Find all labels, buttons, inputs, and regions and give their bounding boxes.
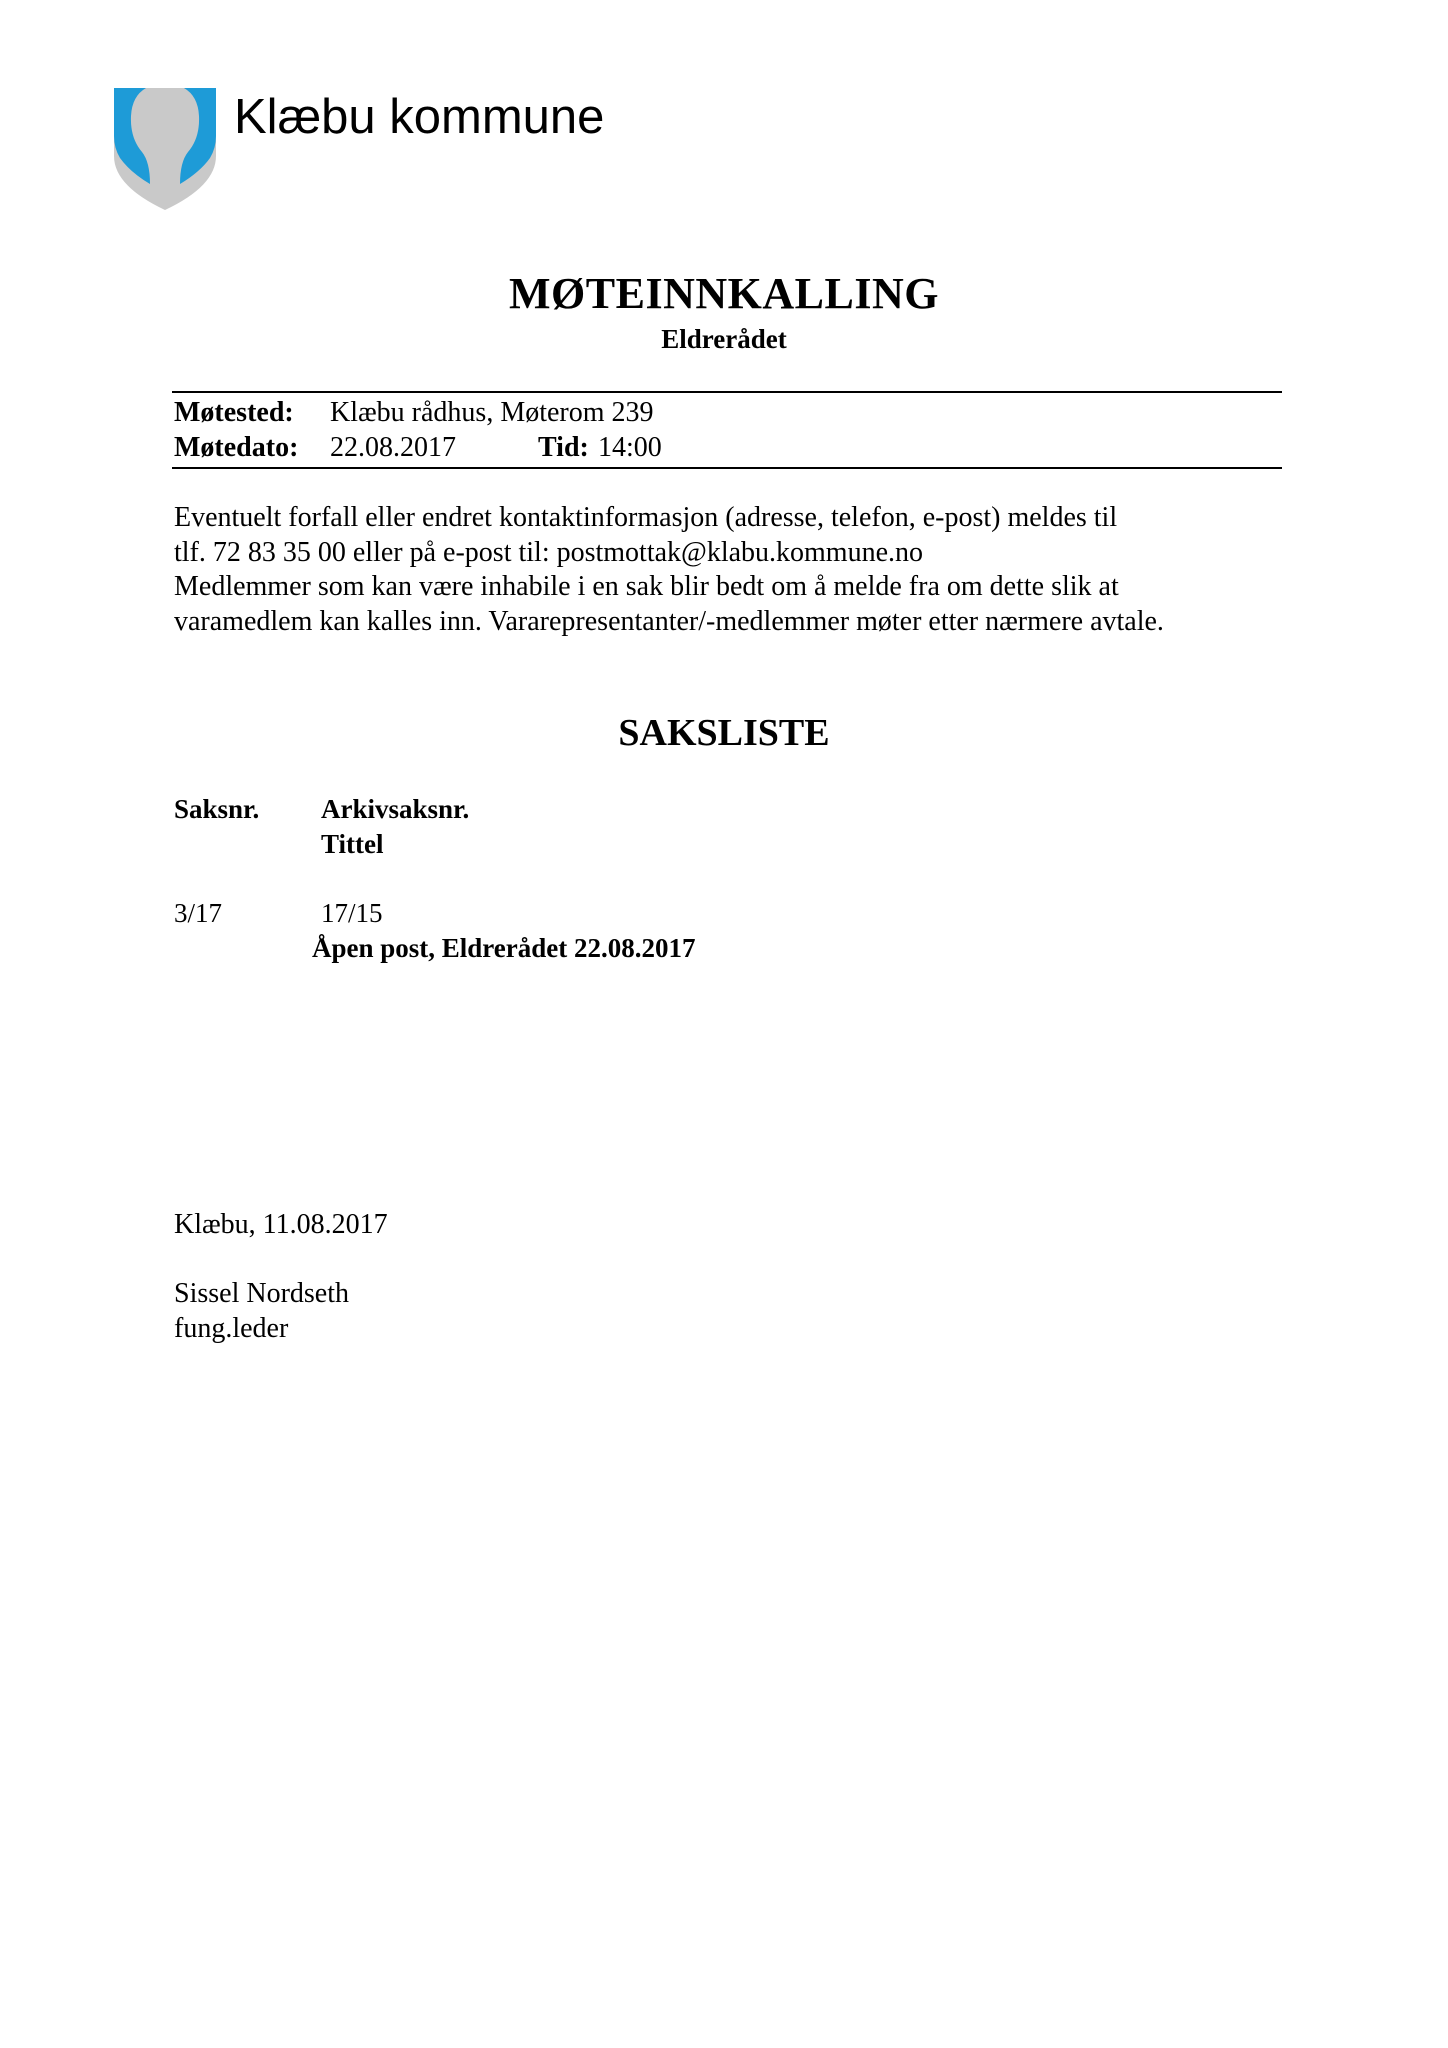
place-and-date: Klæbu, 11.08.2017 (174, 1209, 388, 1240)
case-number-header: Saksnr. (174, 794, 260, 824)
case-title: Åpen post, Eldrerådet 22.08.2017 (312, 933, 696, 963)
municipality-name: Klæbu kommune (234, 90, 605, 144)
document-title: MØTEINNKALLING (509, 269, 939, 318)
case-number: 3/17 (174, 898, 223, 928)
signatory-role: fung.leder (174, 1313, 289, 1344)
archive-number-header: Arkivsaksnr. (321, 794, 470, 824)
meeting-date-value: 22.08.2017 (330, 432, 456, 463)
signatory-name: Sissel Nordseth (174, 1278, 349, 1309)
meeting-date-label: Møtedato: (174, 432, 299, 463)
notice-line: tlf. 72 83 35 00 eller på e-post til: postmottak@klabu.kommune.no (174, 536, 924, 568)
title-header: Tittel (321, 829, 384, 859)
top-divider (172, 391, 1282, 393)
bottom-divider (172, 467, 1282, 469)
notice-line: Medlemmer som kan være inhabile i en sak blir bedt om å melde fra om dette slik at (174, 571, 1119, 602)
committee-name: Eldrerådet (661, 324, 787, 354)
meeting-place-value: Klæbu rådhus, Møterom 239 (330, 397, 654, 428)
notice-paragraph (174, 501, 1294, 639)
notice-line: Eventuelt forfall eller endret kontaktinformasjon (adresse, telefon, e-post) meldes til (174, 502, 1118, 533)
klaebu-coat-of-arms-logo (112, 86, 218, 212)
case-list-title: SAKSLISTE (618, 712, 830, 754)
meeting-time-label: Tid: (538, 432, 589, 463)
meeting-time-value: 14:00 (598, 432, 662, 463)
archive-number: 17/15 (321, 898, 383, 928)
notice-line: varamedlem kan kalles inn. Vararepresentanter/-medlemmer møter etter nærmere avtale. (174, 605, 1164, 637)
meeting-place-label: Møtested: (174, 397, 294, 428)
